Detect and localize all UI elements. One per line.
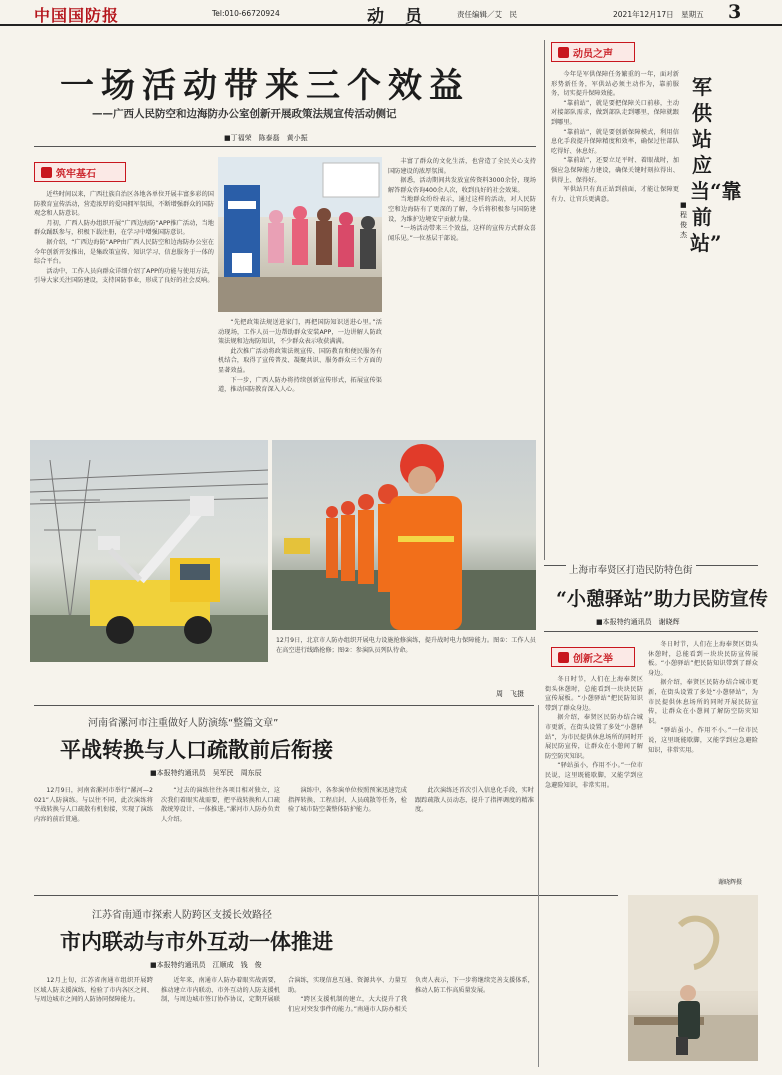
henan-rule-top — [34, 705, 534, 706]
jiangsu-rule-top — [34, 895, 618, 896]
lead-rule — [34, 146, 536, 147]
paragraph: 12月9日，河南省漯河市举行“漯河—2021”人防演练。与以往不同，此次演练将平战转换与人口疏散有机衔接，实现了演练内容的前后贯通。 — [34, 787, 153, 823]
lead-photo — [218, 157, 382, 312]
lead-byline: ■丁福荣 陈泰磊 黄小振 — [224, 134, 308, 142]
masthead-logo: 中国国防报 — [34, 6, 120, 25]
paragraph: “跨区支援机制的建立，大大提升了我们应对突发事件的能力。”南通市人防办相关负责人表示，下一步将继续完善支援体系，推动人防工作高质量发展。 — [288, 977, 534, 1013]
paragraph: 下一步，广西人防办将持续创新宣传形式，拓展宣传渠道，推动国防教育深入人心。 — [218, 376, 382, 394]
lead-col-1 — [34, 190, 214, 430]
photo-rescue-team — [272, 440, 536, 630]
photo-bucket-truck-scene — [30, 440, 268, 662]
paragraph: 冬日时节，人们在上海奉贤区街头休憩时，总能看到一块块民防宣传展板。“小憩驿站”把民防知识带到了群众身边。 — [545, 676, 643, 712]
paragraph: 据悉，活动期间共发放宣传资料3000余份，现场解答群众咨询400余人次，收到良好的社会效果。 — [388, 177, 536, 194]
paragraph: 活动中，工作人员向群众详细介绍了APP的功能与使用方法，引导大家关注国防建设，支持国防事业，形成了良好的社会反响。 — [34, 267, 214, 285]
tag-icon — [41, 167, 52, 178]
tag-icon — [558, 652, 569, 663]
header-phone: Tel:010-66720924 — [212, 9, 280, 18]
jiangsu-body — [34, 976, 534, 1066]
jiangsu-byline: ■本报特约通讯员 江顺成 钱 俊 — [150, 961, 262, 969]
header-editors: 责任编辑／艾 民 — [457, 10, 517, 19]
commentary-title: 军供站应当“靠前站” — [690, 75, 742, 255]
paragraph: “一场活动带来三个效益，这样的宣传方式群众喜闻乐见。”一位基层干部说。 — [388, 225, 536, 242]
shanghai-col-1 — [545, 675, 643, 887]
photo-bucket-truck — [30, 440, 268, 662]
photo-rescue-team-scene — [272, 440, 536, 630]
shanghai-kicker: 上海市奉贤区打造民防特色街 — [566, 562, 696, 576]
paragraph: 近年来，南通市人防办着眼实战需要，推动建立市内联动、市外互动的人防支援机制，与周边城市签订协作协议，定期开展联合演练，实现信息互通、资源共享、力量互助。 — [161, 977, 407, 1004]
shanghai-col-2 — [648, 640, 758, 885]
tag-label: 创新之举 — [573, 653, 613, 665]
section-tag-chuangxin — [551, 647, 635, 667]
photo-rest-station — [628, 895, 758, 1061]
paragraph: 12月上旬，江苏省南通市组织开展跨区域人防支援演练，检验了市内各区之间、与周边城市之间的人防协同保障能力。 — [34, 977, 153, 1004]
lead-col-3 — [388, 157, 536, 432]
photo-crowd-scene — [218, 157, 382, 312]
paragraph: “靠前站”，还要立足平时、着眼战时，加强应急保障能力建设，确保关键时刻拉得出、供得上、保得好。 — [551, 157, 679, 184]
paragraph: 冬日时节，人们在上海奉贤区街头休憩时，总能看到一块块民防宣传展板。“小憩驿站”把民防知识带到了群众身边。 — [648, 641, 758, 677]
paragraph: 此次推广活动将政策法规宣传、国防教育和便民服务有机结合，取得了宣传普及、凝聚共识、服务群众三个方面的显著效益。 — [218, 347, 382, 374]
paragraph: 此次演练还首次引入信息化手段，实时跟踪疏散人员动态，提升了指挥调度的精准度。 — [415, 787, 534, 814]
section-name: 动 员 — [367, 7, 424, 27]
paragraph: 据介绍，奉贤区民防办结合城市更新，在街头设置了多处“小憩驿站”，为市民提供休息场所的同时开展民防宣传，让群众在小憩间了解防空防灾知识。 — [648, 679, 758, 725]
tag-label: 动员之声 — [573, 48, 613, 60]
lower-divider — [538, 705, 539, 1067]
paragraph: 军供站只有真正站到前面，才能让保障更有力、让官兵更满意。 — [551, 186, 679, 203]
paragraph: “靠前站”，就是要创新保障模式，利用信息化手段提升保障精度和效率，确保过往部队吃得好、休息好。 — [551, 128, 679, 155]
lead-title: 一场活动带来三个效益 — [60, 66, 470, 106]
paragraph: 据介绍，“广西边海防”APP由广西人民防空和边海防办公室在今年创新开发推出，是集政策宣传、知识学习、信息服务于一体的综合平台。 — [34, 238, 214, 266]
tag-label: 筑牢基石 — [56, 168, 96, 180]
shanghai-title: “小憩驿站”助力民防宣传 — [556, 588, 768, 610]
paragraph: 当地群众纷纷表示，通过这样的活动，对人民防空和边海防有了更深的了解，今后将积极参与国防建设，为维护边境安宁贡献力量。 — [388, 196, 536, 223]
paragraph: 近些时间以来，广西壮族自治区各地各单位开展丰富多彩的国防教育宣传活动，营造浓厚的爱国拥军氛围，不断增强群众的国防观念和人防意识。 — [34, 191, 214, 218]
paragraph: “驿站虽小，作用不小。”一位市民说，这里既能歇脚，又能学到应急避险知识，非常实用。 — [648, 727, 758, 754]
commentary-body — [551, 70, 679, 560]
paragraph: “过去的演练往往各项目相对独立，这次我们着眼实战需要，把平战转换和人口疏散统筹设计、一体推进。”漯河市人防办负责人介绍。 — [161, 787, 280, 823]
paragraph: 今年是军供保障任务繁重的一年，面对新形势新任务，军供站必须主动作为，靠前服务，切实提升保障效能。 — [551, 71, 679, 98]
photo-caption: 12月9日，北京市人防办组织开展电力设施抢修演练，提升战时电力保障能力。图①：工作人员在高空进行线路抢修；图②：参演队员列队待命。 — [276, 637, 536, 654]
column-divider — [544, 40, 545, 560]
lead-col-2 — [218, 318, 382, 432]
lead-subtitle: ——广西人民防空和边海防办公室创新开展政策法规宣传活动侧记 — [92, 108, 397, 120]
section-tag-dongyuan — [551, 42, 635, 62]
paragraph: “先把政策法规送进家门，再把国防知识送进心里。”活动现场，工作人员一边帮助群众安装APP，一边讲解人防政策法规和边海防知识，不少群众表示收获满满。 — [218, 319, 382, 346]
paragraph: 据介绍，奉贤区民防办结合城市更新，在街头设置了多处“小憩驿站”，为市民提供休息场所的同时开展民防宣传，让群众在小憩间了解防空防灾知识。 — [545, 714, 643, 760]
paragraph: 演练中，各参演单位按照预案迅速完成指挥转换、工程启封、人员疏散等任务，检验了城市防空袭整体防护能力。 — [288, 787, 407, 814]
paragraph: “靠前站”，就是要把保障关口前移，主动对接部队需求，做到部队走到哪里，保障就跟到哪里。 — [551, 99, 679, 126]
photo-credit: 周 飞摄 — [496, 690, 524, 698]
paragraph: 丰富了群众的文化生活，也营造了全民关心支持国防建设的浓厚氛围。 — [388, 158, 536, 175]
henan-title: 平战转换与人口疏散前后衔接 — [60, 737, 333, 762]
shanghai-byline: ■本报特约通讯员 谢晓辉 — [596, 618, 680, 626]
tag-icon — [558, 47, 569, 58]
paragraph: 月初，广西人防办组织开展“广西边海防”APP推广活动，当地群众踊跃参与，积极下载注册，在学习中增强国防意识。 — [34, 219, 214, 237]
shanghai-credit: 谢晓辉摄 — [718, 879, 743, 886]
jiangsu-kicker: 江苏省南通市探索人防跨区支援长效路径 — [92, 910, 272, 921]
paragraph: “驿站虽小，作用不小。”一位市民说，这里既能歇脚，又能学到应急避险知识，非常实用。 — [545, 762, 643, 789]
header-date: 2021年12月17日 星期五 — [613, 10, 704, 19]
shanghai-rule-2 — [544, 631, 758, 632]
jiangsu-title: 市内联动与市外互动一体推进 — [60, 929, 333, 954]
page-header — [0, 0, 782, 26]
henan-body — [34, 786, 534, 886]
henan-byline: ■本报特约通讯员 吴军民 周东辰 — [150, 769, 262, 777]
commentary-byline: ■程俊杰 — [680, 201, 687, 239]
section-tag-jiji — [34, 162, 126, 182]
photo-rest-station-scene — [628, 895, 758, 1061]
page-number: 3 — [728, 1, 742, 23]
henan-kicker: 河南省漯河市注重做好人防演练“整篇文章” — [88, 718, 279, 729]
